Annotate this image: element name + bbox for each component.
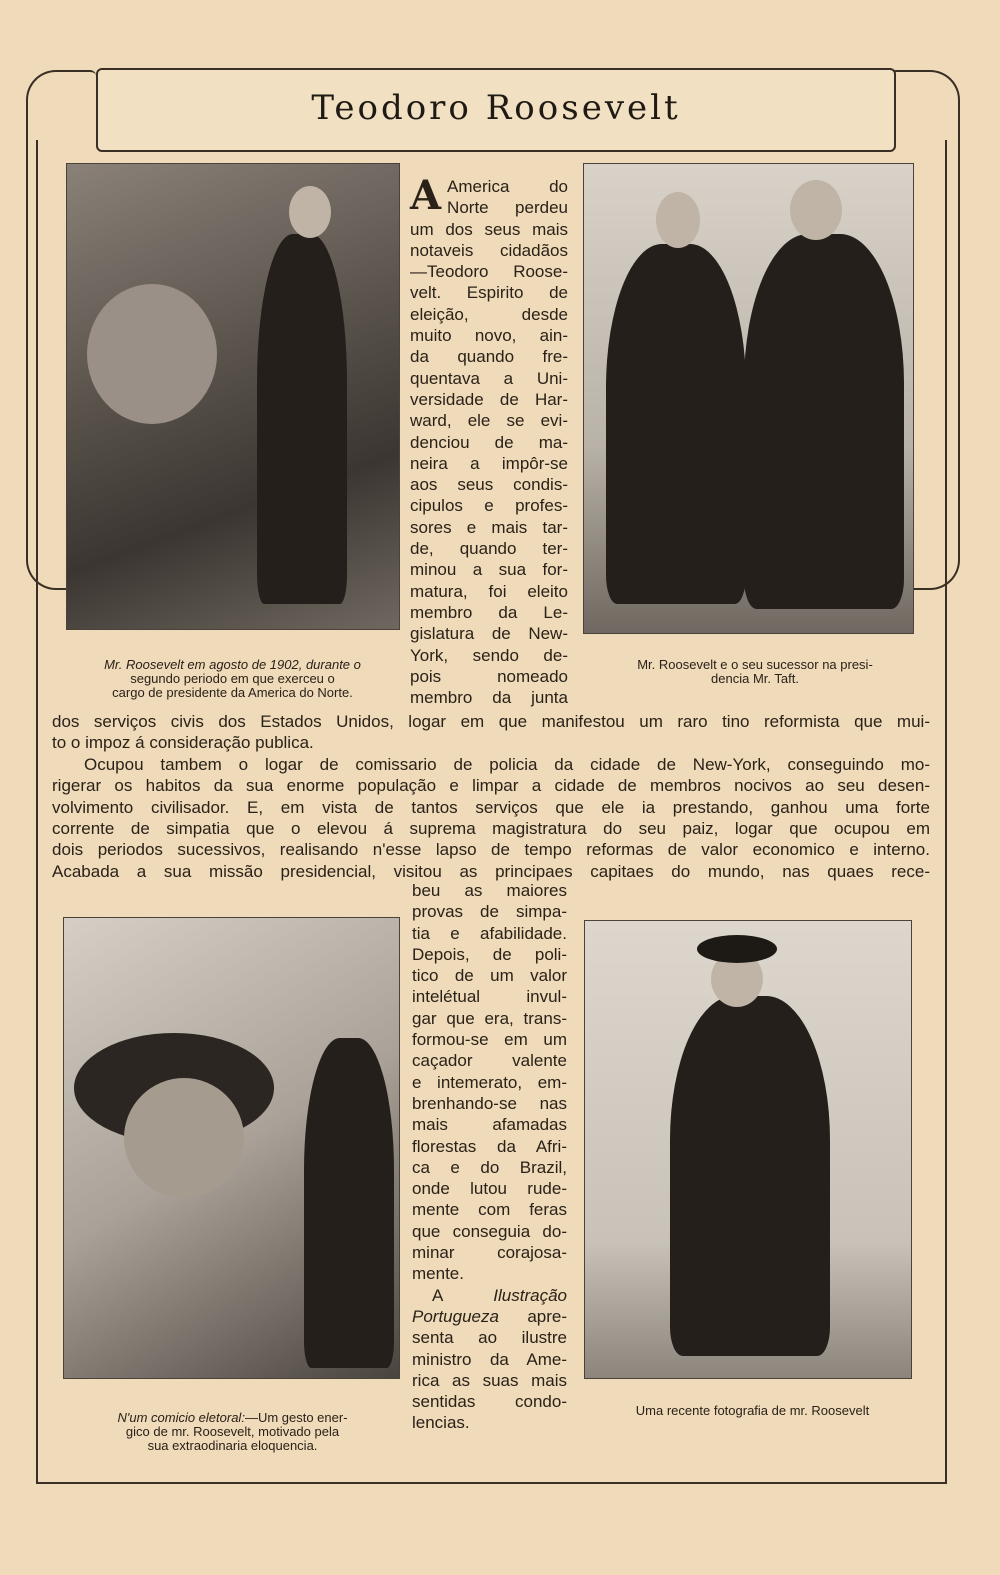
publication-name: Ilustração	[493, 1285, 567, 1305]
article-line: formou-se em um	[412, 1030, 567, 1050]
article-line: sores e mais tar-	[410, 517, 568, 537]
caption-line: Mr. Roosevelt e o seu sucessor na presi-	[637, 657, 873, 672]
article-line: neira a impôr-se	[410, 453, 568, 473]
article-line: intelétual invul-	[412, 987, 567, 1007]
article-line	[412, 1306, 567, 1327]
article-full-width	[52, 711, 930, 882]
article-line: York, sendo de-	[410, 645, 568, 665]
caption-text: —Um gesto ener-	[244, 1410, 348, 1425]
caption-italic: N'um comicio eletoral:	[117, 1410, 245, 1425]
article-line: e intemerato, em-	[412, 1072, 567, 1092]
article-line	[412, 1285, 567, 1306]
article-line: quentava a Uni-	[410, 368, 568, 388]
article-line: provas de simpa-	[412, 902, 567, 922]
caption-bottom-left	[60, 1411, 405, 1453]
caption-line: dencia Mr. Taft.	[711, 671, 799, 686]
article-line: Depois, de poli-	[412, 944, 567, 964]
text: A	[432, 1285, 443, 1305]
column-lines	[412, 880, 567, 1285]
caption-line	[60, 1411, 405, 1425]
article-line: caçador valente	[412, 1051, 567, 1071]
text: apre-	[527, 1306, 567, 1326]
article-line: corrente de simpatia que o elevou á suprema magistratura do seu paiz, logar que ocupou em	[52, 818, 930, 838]
article-line: senta ao ilustre	[412, 1328, 567, 1348]
article-line: denciou de ma-	[410, 432, 568, 452]
article-line: ministro da Ame-	[412, 1349, 567, 1369]
photo-roosevelt-recent	[584, 920, 912, 1379]
article-line: volvimento civilisador. E, em vista de tantos serviços que ele ia prestando, ganhou uma forte	[52, 797, 930, 817]
article-line: pois nomeado	[410, 666, 568, 686]
publication-name: Portugueza	[412, 1306, 499, 1326]
article-line: ca e do Brazil,	[412, 1157, 567, 1177]
article-line: dos serviços civis dos Estados Unidos, logar em que manifestou um raro tino reformista que mui-	[52, 712, 930, 731]
article-line: gislatura de New-	[410, 624, 568, 644]
article-line: Acabada a sua missão presidencial, visitou as principaes capitaes do mundo, nas quaes rece-	[52, 861, 930, 881]
article-line: ward, ele se evi-	[410, 411, 568, 431]
article-line: muito novo, ain-	[410, 326, 568, 346]
article-line: Ocupou tambem o logar de comissario de policia da cidade de New-York, conseguindo mo-	[84, 754, 930, 774]
photo-roosevelt-speech	[63, 917, 400, 1379]
article-line: onde lutou rude-	[412, 1179, 567, 1199]
article-line: beu as maiores	[412, 881, 567, 900]
caption-line: Mr. Roosevelt em agosto de 1902, durante o	[104, 657, 361, 672]
article-line: cipulos e profes-	[410, 496, 568, 516]
article-line: versidade de Har-	[410, 389, 568, 409]
drop-cap: A	[410, 172, 442, 219]
article-line: de, quando ter-	[410, 539, 568, 559]
article-line: minou a sua for-	[410, 560, 568, 580]
article-line: membro da Le-	[410, 602, 568, 622]
article-line: aos seus condis-	[410, 475, 568, 495]
column-lines	[412, 1327, 567, 1433]
article-line: America do	[447, 177, 568, 196]
article-line: eleição, desde	[410, 304, 568, 324]
article-line: to o impoz á consideração publica.	[52, 733, 314, 753]
photo-roosevelt-taft	[583, 163, 914, 634]
page-title: Teodoro Roosevelt	[311, 88, 681, 128]
article-line: Norte perdeu	[447, 198, 568, 218]
article-line: matura, foi eleito	[410, 581, 568, 601]
article-line: gar que era, trans-	[412, 1008, 567, 1028]
caption-bottom-right: Uma recente fotografia de mr. Roosevelt	[635, 1403, 870, 1418]
caption-line: segundo periodo em que exerceu o	[130, 671, 335, 686]
article-line: notaveis cidadãos	[410, 240, 568, 260]
caption-line: gico de mr. Roosevelt, motivado pela	[125, 1424, 340, 1439]
title-banner	[96, 68, 896, 152]
article-line: mais afamadas	[412, 1115, 567, 1135]
article-line: mente com feras	[412, 1200, 567, 1220]
photo-roosevelt-1902	[66, 163, 400, 630]
article-line: rigerar os habitos da sua enorme população e limpar a cidade de membros nocivos ao seu desen-	[52, 776, 930, 796]
article-line: mente.	[412, 1264, 464, 1284]
caption-line: sua extraodinaria eloquencia.	[147, 1438, 318, 1453]
article-line: dois periodos sucessivos, realisando n'esse lapso de tempo reformas de valor economico e interno.	[52, 840, 930, 860]
caption-line: cargo de presidente da America do Norte.	[112, 685, 353, 700]
article-line: lencias.	[412, 1413, 470, 1433]
article-line: membro da junta	[410, 688, 568, 708]
article-line: florestas da Afri-	[412, 1136, 567, 1156]
article-line: minar corajosa-	[412, 1243, 567, 1263]
caption-top-right	[590, 658, 920, 686]
article-bottom-column	[412, 880, 567, 1434]
article-line: sentidas condo-	[412, 1392, 567, 1412]
article-line: —Teodoro Roose-	[410, 262, 568, 282]
article-line: um dos seus mais	[410, 219, 568, 239]
article-line: tia e afabilidade.	[412, 923, 567, 943]
article-line: tico de um valor	[412, 966, 567, 986]
column-lines	[410, 172, 568, 708]
caption-top-left	[60, 658, 405, 700]
article-line: que conseguia do-	[412, 1221, 567, 1241]
article-line: brenhando-se nas	[412, 1093, 567, 1113]
article-line: da quando fre-	[410, 347, 568, 367]
article-line: rica as suas mais	[412, 1370, 567, 1390]
article-line: velt. Espirito de	[410, 283, 568, 303]
article-top-column	[410, 172, 568, 708]
